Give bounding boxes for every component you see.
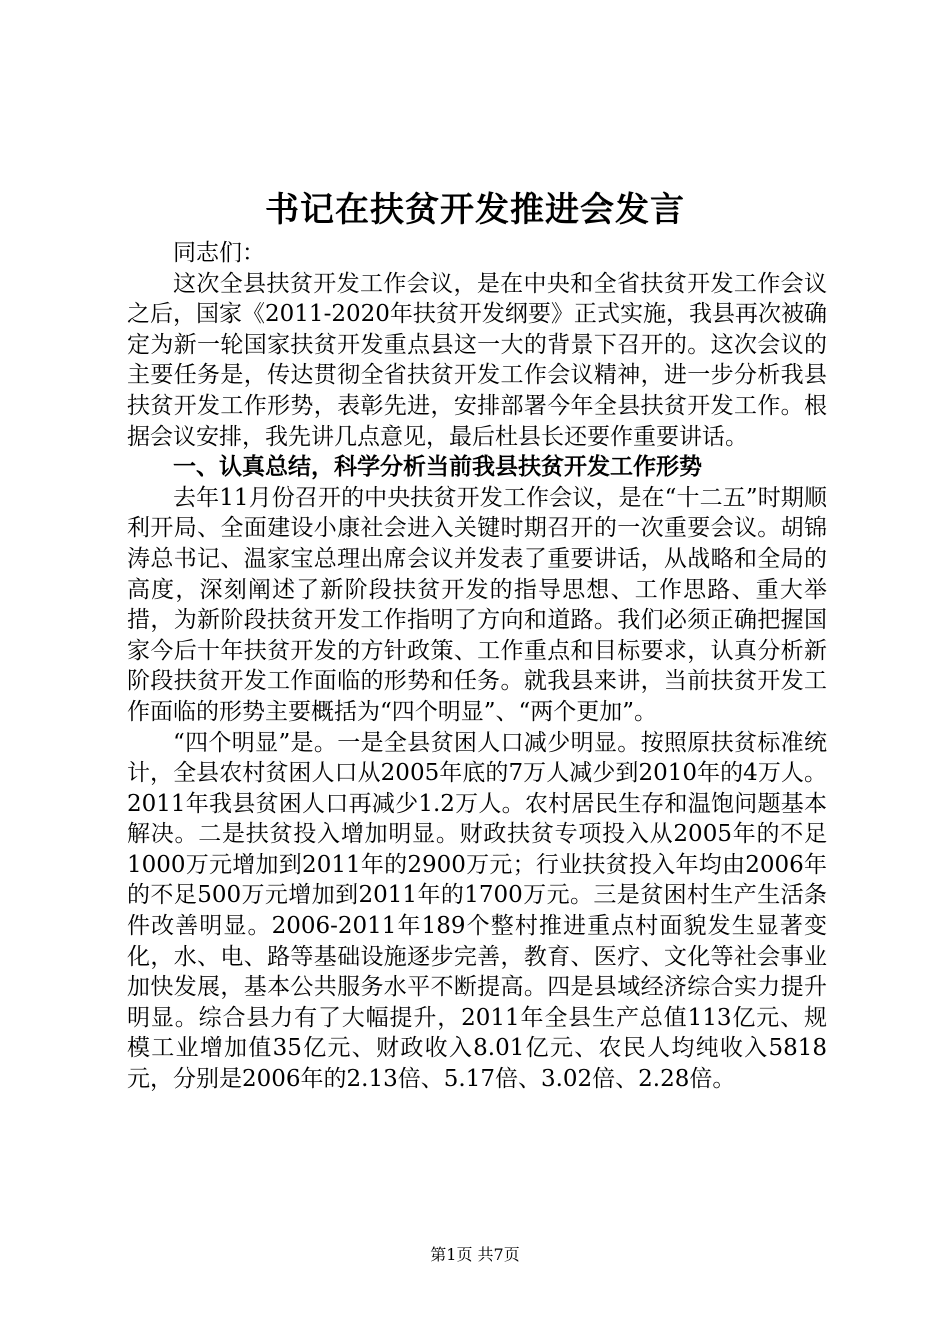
document-title: 书记在扶贫开发推进会发言: [265, 190, 685, 230]
document-body: [127, 238, 827, 1095]
section-paragraph-2: “四个明显”是。一是全县贫困人口减少明显。按照原扶贫标准统计，全县农村贫困人口从2005年底的7万人减少到2010年的4万人。2011年我县贫困人口再减少1.2万人。农村居民生存和温饱问题基本解决。二是扶贫投入增加明显。财政扶贫专项投入从2005年的不足1000万元增加到2011年的2900万元；行业扶贫投入年均由2006年的不足500万元增加到2011年的1700万元。三是贫困村生产生活条件改善明显。2006-2011年189个整村推进重点村面貌发生显著变化，水、电、路等基础设施逐步完善，教育、医疗、文化等社会事业加快发展，基本公共服务水平不断提高。四是县域经济综合实力提升明显。综合县力有了大幅提升，2011年全县生产总值113亿元、规模工业增加值35亿元、财政收入8.01亿元、农民人均纯收入5818元，分别是2006年的2.13倍、5.17倍、3.02倍、2.28倍。: [127, 729, 827, 1093]
page-footer: 第1页 共7页: [430, 1245, 520, 1264]
section-heading: 一、认真总结，科学分析当前我县扶贫开发工作形势: [173, 454, 702, 481]
section-paragraph-1: 去年11月份召开的中央扶贫开发工作会议，是在“十二五”时期顺利开局、全面建设小康社会进入关键时期召开的一次重要会议。胡锦涛总书记、温家宝总理出席会议并发表了重要讲话，从战略和全局的高度，深刻阐述了新阶段扶贫开发的指导思想、工作思路、重大举措，为新阶段扶贫开发工作指明了方向和道路。我们必须正确把握国家今后十年扶贫开发的方针政策、工作重点和目标要求，认真分析新阶段扶贫开发工作面临的形势和任务。就我县来讲，当前扶贫开发工作面临的形势主要概括为“四个明显”、“两个更加”。: [127, 484, 827, 725]
salutation: 同志们：: [173, 240, 265, 266]
intro-paragraph: 这次全县扶贫开发工作会议，是在中央和全省扶贫开发工作会议之后，国家《2011-2020年扶贫开发纲要》正式实施，我县再次被确定为新一轮国家扶贫开发重点县这一大的背景下召开的。这次会议的主要任务是，传达贯彻全省扶贫开发工作会议精神，进一步分析我县扶贫开发工作形势，表彰先进，安排部署今年全县扶贫开发工作。根据会议安排，我先讲几点意见，最后杜县长还要作重要讲话。: [127, 270, 827, 450]
